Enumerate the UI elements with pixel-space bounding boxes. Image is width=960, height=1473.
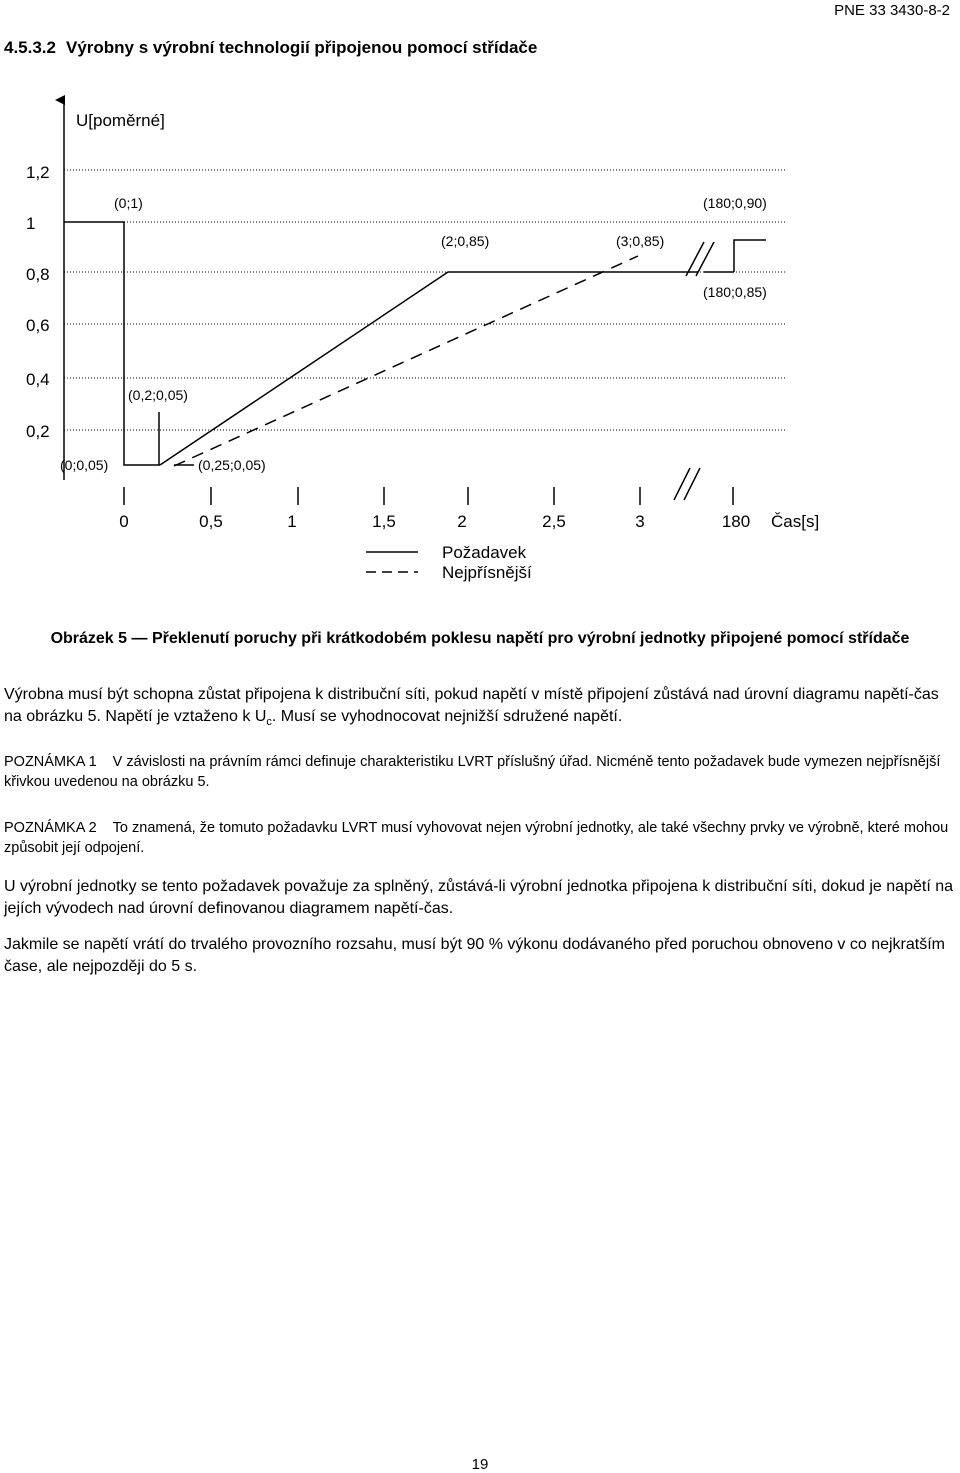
note-1-text: V závislosti na právním rámci definuje charakteristiku LVRT příslušný úřad. Nicméně tento požadavek bude vymezen nejpřísnější křivkou uvedenou na obrázku 5.: [4, 754, 941, 790]
document-code: PNE 33 3430-8-2: [834, 2, 950, 19]
y-tick-label: 1,2: [26, 163, 50, 182]
x-tick-label: 180: [721, 512, 751, 531]
y-tick-label: 0,2: [26, 422, 50, 441]
x-break-line: [684, 468, 700, 500]
note-1-label: POZNÁMKA 1: [4, 754, 97, 770]
paragraph-1: [4, 684, 958, 733]
curve-break: [686, 242, 714, 276]
point-label: (2;0,85): [441, 233, 490, 249]
section-number: 4.5.3.2: [4, 38, 56, 57]
page-number: 19: [471, 1456, 489, 1473]
y-tick-label: 0,4: [26, 370, 50, 389]
x-break-line: [674, 468, 690, 500]
series-pozadavek: [64, 222, 766, 465]
point-label: (0;0,05): [60, 457, 109, 473]
paragraph-1-text-end: . Musí se vyhodnocovat nejnižší sdružené napětí.: [271, 708, 623, 725]
x-axis-break: [674, 468, 700, 500]
x-tick-label: 2: [457, 512, 467, 531]
note-2-label: POZNÁMKA 2: [4, 820, 97, 836]
x-tick-label: 1: [287, 512, 297, 531]
paragraph-2: U výrobní jednotky se tento požadavek považuje za splněný, zůstává-li výrobní jednotka připojena k distribuční síti, dokud je napětí na jejích vývodech nad úrovní definovanou diagramem napětí-čas.: [4, 878, 953, 917]
x-tick-label: 2,5: [542, 512, 566, 531]
note-2: [4, 818, 958, 858]
pozadavek-step-180-up: [734, 240, 766, 272]
x-tick-label: 3: [635, 512, 645, 531]
curve-break-line: [696, 242, 714, 276]
point-label: (0;1): [114, 195, 143, 211]
x-tick-label: 0: [119, 512, 129, 531]
point-label: (180;0,90): [703, 195, 767, 211]
x-tick-label: 1,5: [372, 512, 396, 531]
figure-caption: Obrázek 5 — Překlenutí poruchy při krátkodobém poklesu napětí pro výrobní jednotky připojené pomocí střídače: [50, 630, 910, 647]
uc-subscript: c: [266, 716, 272, 729]
y-tick-label: 0,6: [26, 316, 50, 335]
x-ticks: [124, 487, 733, 505]
point-label: (0,25;0,05): [198, 457, 266, 473]
x-tick-label: 0,5: [199, 512, 223, 531]
lvrt-chart: [0, 0, 960, 600]
point-label: (180;0,85): [703, 284, 767, 300]
y-tick-label: 1: [26, 214, 36, 233]
pozadavek-ramp: [160, 272, 698, 465]
paragraph-3: Jakmile se napětí vrátí do trvalého provozního rozsahu, musí být 90 % výkonu dodávaného před poruchou obnoveno v co nejkratším čase, ale nejpozději do 5 s.: [4, 936, 945, 975]
paragraph-1-text: Výrobna musí být schopna zůstat připojena k distribuční síti, pokud napětí v místě připojení zůstává nad úrovní diagramu napětí-čas na obrázku 5. Napětí je vztaženo k U: [4, 686, 939, 725]
note-1: [4, 752, 958, 792]
series-nejprisnejsi: [174, 256, 638, 466]
legend-label-pozadavek: Požadavek: [442, 543, 527, 562]
note-2-text: To znamená, že tomuto požadavku LVRT musí vyhovovat nejen výrobní jednotky, ale také všechny prvky ve výrobně, které mohou způsobit její odpojení.: [4, 820, 949, 856]
point-label: (3;0,85): [616, 233, 665, 249]
x-axis-label: Čas[s]: [771, 512, 820, 531]
section-title: Výrobny s výrobní technologií připojenou pomocí střídače: [66, 38, 538, 57]
pozadavek-line: [64, 222, 160, 465]
curve-break-line: [686, 242, 704, 276]
y-tick-label: 0,8: [26, 265, 50, 284]
legend-label-nejprisnejsi: Nejpřísnější: [442, 563, 532, 582]
legend: [366, 543, 532, 582]
y-axis-label: U[poměrné]: [76, 111, 165, 130]
point-label: (0,2;0,05): [128, 387, 188, 403]
